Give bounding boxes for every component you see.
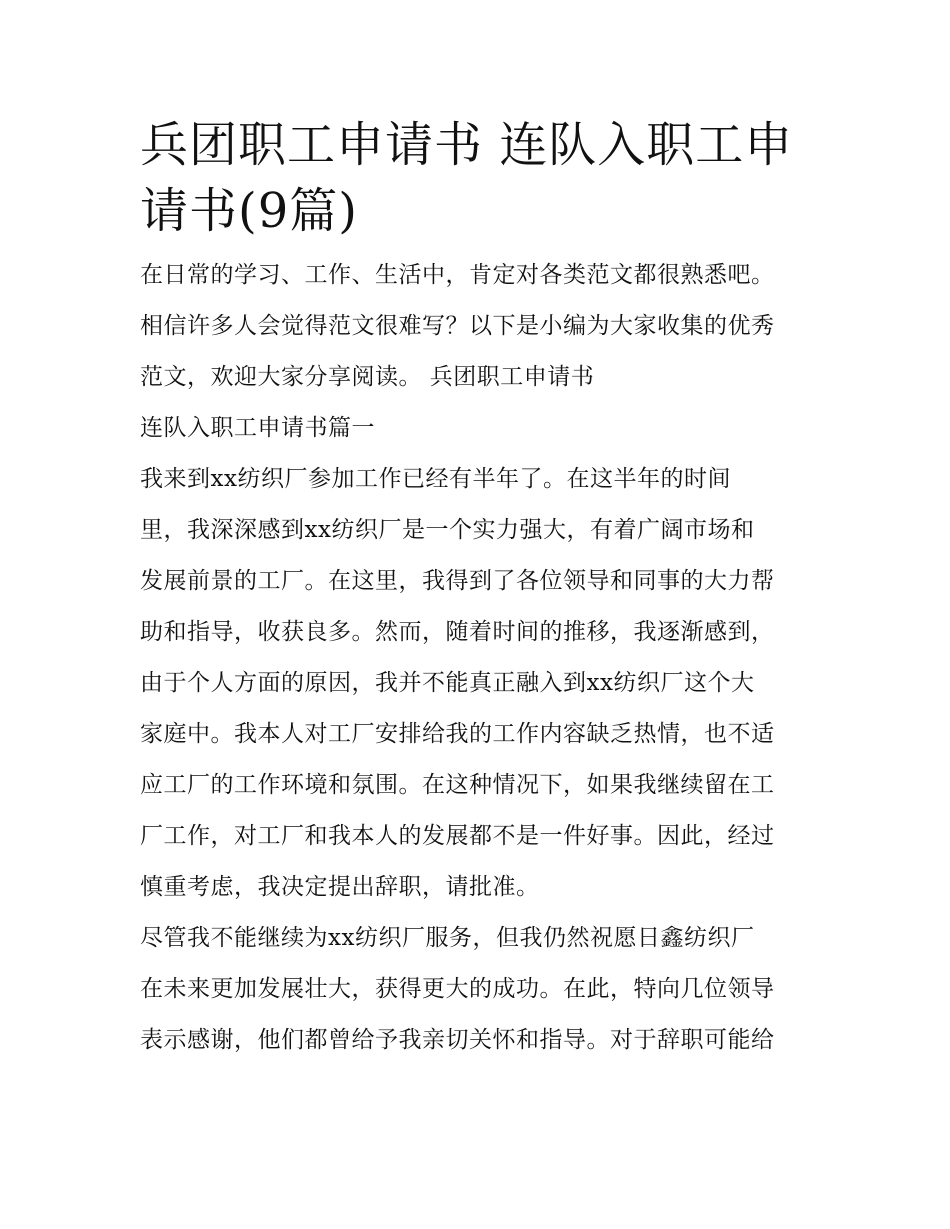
text-line: 应工厂的工作环境和氛围。在这种情况下，如果我继续留在工: [140, 772, 775, 798]
text-line: 表示感谢，他们都曾给予我亲切关怀和指导。对于辞职可能给: [140, 1027, 775, 1053]
text-line: 由于个人方面的原因，我并不能真正融入到xx纺织厂这个大: [140, 670, 755, 696]
text-line: 尽管我不能继续为xx纺织厂服务，但我仍然祝愿日鑫纺织厂: [140, 925, 755, 951]
text-line: 里，我深深感到xx纺织厂是一个实力强大，有着广阔市场和: [140, 517, 755, 543]
text-line: 发展前景的工厂。在这里，我得到了各位领导和同事的大力帮: [140, 568, 775, 594]
text-line: 家庭中。我本人对工厂安排给我的工作内容缺乏热情，也不适: [140, 721, 775, 747]
body-paragraph-2: [140, 913, 820, 1066]
text-line: 在日常的学习、工作、生活中，肯定对各类范文都很熟悉吧。: [140, 262, 775, 288]
text-line: 厂工作，对工厂和我本人的发展都不是一件好事。因此，经过: [140, 823, 775, 849]
document-title: 兵团职工申请书 连队入职工申请书(9篇): [140, 117, 794, 239]
intro-paragraph: [140, 250, 820, 403]
section-heading: 连队入职工申请书篇一: [140, 415, 375, 441]
text-line: 范文，欢迎大家分享阅读。 兵团职工申请书: [140, 364, 595, 390]
text-line: 助和指导，收获良多。然而，随着时间的推移，我逐渐感到，: [140, 619, 775, 645]
body-paragraph-1: [140, 454, 820, 913]
text-line: 在未来更加发展壮大，获得更大的成功。在此，特向几位领导: [140, 976, 775, 1002]
text-line: 我来到xx纺织厂参加工作已经有半年了。在这半年的时间: [140, 466, 731, 492]
text-line: 慎重考虑，我决定提出辞职，请批准。: [140, 874, 540, 900]
document-body: [140, 112, 820, 1066]
text-line: 相信许多人会觉得范文很难写？以下是小编为大家收集的优秀: [140, 313, 775, 339]
